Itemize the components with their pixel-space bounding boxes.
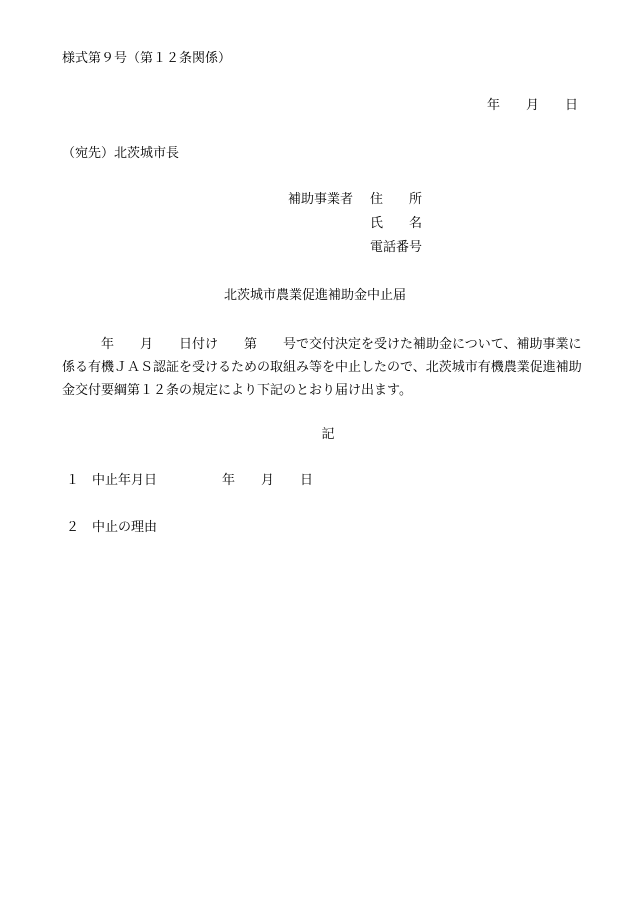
applicant-fields	[370, 192, 422, 264]
item-suspension-date-value: 年 月 日	[222, 473, 314, 488]
address-label: 住 所	[370, 192, 423, 207]
addressee: （宛先）北茨城市長	[62, 146, 180, 161]
applicant-label: 補助事業者	[288, 192, 354, 207]
item-suspension-date-label: １ 中止年月日	[66, 473, 158, 488]
record-mark: 記	[321, 427, 335, 442]
document-title: 北茨城市農業促進補助金中止届	[223, 288, 406, 303]
submission-date: 年 月 日	[487, 98, 579, 113]
phone-label: 電話番号	[370, 240, 423, 255]
body-line-3: 金交付要綱第１２条の規定により下記のとおり届け出ます。	[62, 383, 412, 398]
form-number: 様式第９号（第１２条関係）	[62, 51, 232, 66]
body-paragraph	[62, 333, 596, 402]
name-label: 氏 名	[370, 216, 423, 231]
item-suspension-reason-label: ２ 中止の理由	[66, 520, 158, 535]
body-line-1: 年 月 日付け 第 号で交付決定を受けた補助金について、補助事業に	[62, 337, 582, 352]
body-line-2: 係る有機ＪＡＳ認証を受けるための取組み等を中止したので、北茨城市有機農業促進補助	[62, 360, 582, 375]
